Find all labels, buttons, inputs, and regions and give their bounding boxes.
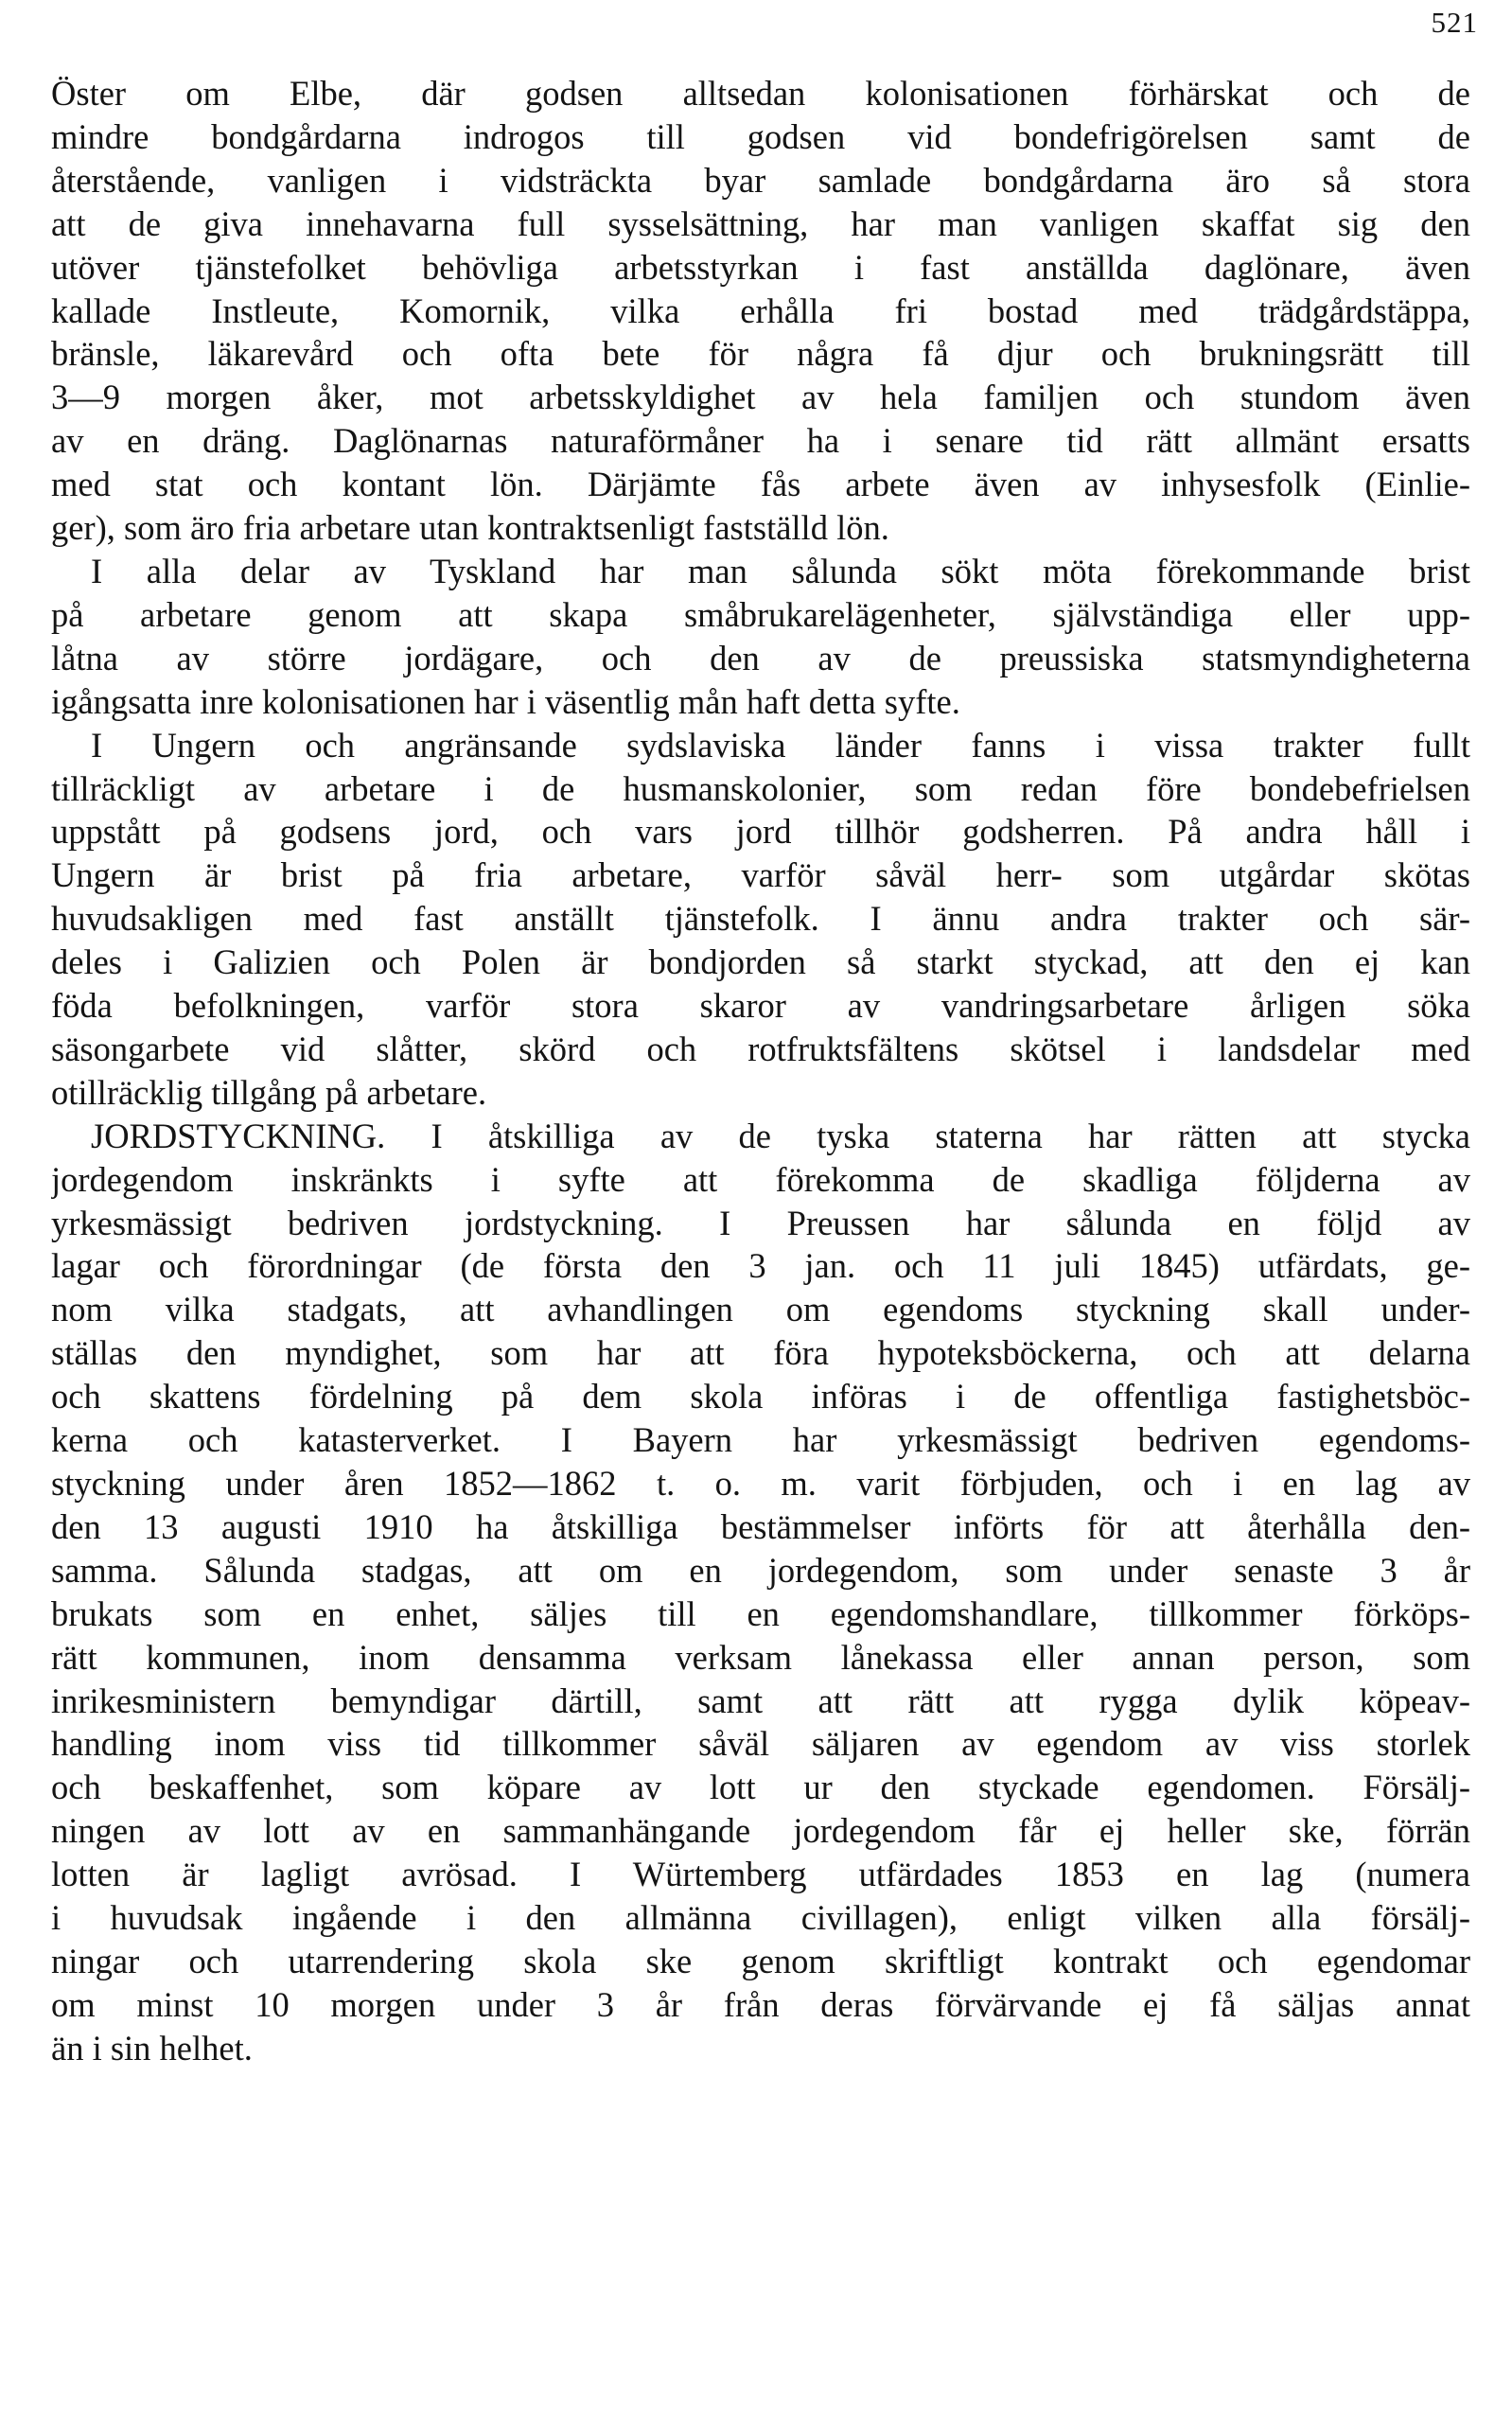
text-line: I alla delar av Tyskland har man sålunda sökt möta förekommande brist	[91, 551, 1470, 590]
text-line: säsongarbete vid slåtter, skörd och rotfruktsfältens skötsel i landsdelar med	[51, 1029, 1470, 1068]
text-line: ningar och utarrendering skola ske genom skriftligt kontrakt och egendomar	[51, 1941, 1470, 1980]
text-line: uppstått på godsens jord, och vars jord tillhör godsherren. På andra håll i	[51, 812, 1470, 852]
text-line: otillräcklig tillgång på arbetare.	[51, 1072, 487, 1112]
text-line: i huvudsak ingående i den allmänna civillagen), enligt vilken alla försälj-	[51, 1898, 1470, 1938]
text-line: deles i Galizien och Polen är bondjorden så starkt styckad, att den ej kan	[51, 942, 1470, 982]
text-line: mindre bondgårdarna indrogos till godsen vid bondefrigörelsen samt de	[51, 116, 1470, 156]
text-line: huvudsakligen med fast anställt tjänstefolk. I ännu andra trakter och sär-	[51, 899, 1470, 939]
text-line: föda befolkningen, varför stora skaror av vandringsarbetare årligen söka	[51, 986, 1470, 1026]
paragraph	[51, 72, 1470, 550]
text-line: låtna av större jordägare, och den av de preussiska statsmyndigheterna	[51, 638, 1470, 678]
text-line: JORDSTYCKNING. I åtskilliga av de tyska staterna har rätten att stycka	[91, 1116, 1470, 1155]
text-line: och skattens fördelning på dem skola införas i de offentliga fastighetsböc-	[51, 1377, 1470, 1417]
text-line: samma. Sålunda stadgas, att om en jordegendom, som under senaste 3 år	[51, 1550, 1470, 1590]
text-line: och beskaffenhet, som köpare av lott ur den styckade egendomen. Försälj-	[51, 1768, 1470, 1807]
text-line: lagar och förordningar (de första den 3 jan. och 11 juli 1845) utfärdats, ge-	[51, 1246, 1470, 1286]
text-line: lotten är lagligt avrösad. I Würtemberg utfärdades 1853 en lag (numera	[51, 1855, 1470, 1894]
text-line: kerna och katasterverket. I Bayern har yrkesmässigt bedriven egendoms-	[51, 1420, 1470, 1460]
paragraph	[51, 724, 1470, 1115]
text-line: än i sin helhet.	[51, 2028, 253, 2068]
text-line: styckning under åren 1852—1862 t. o. m. varit förbjuden, och i en lag av	[51, 1464, 1470, 1503]
text-line: handling inom viss tid tillkommer såväl säljaren av egendom av viss storlek	[51, 1724, 1470, 1764]
text-line: att de giva innehavarna full sysselsättning, har man vanligen skaffat sig den	[51, 203, 1470, 243]
text-line: ger), som äro fria arbetare utan kontraktsenligt fastställd lön.	[51, 508, 889, 548]
text-line: av en dräng. Daglönarnas naturaförmåner ha i senare tid rätt allmänt ersatts	[51, 421, 1470, 461]
text-line: kallade Instleute, Komornik, vilka erhålla fri bostad med trädgårdstäppa,	[51, 290, 1470, 330]
body-text	[51, 72, 1470, 2070]
text-line: på arbetare genom att skapa småbrukarelägenheter, självständiga eller upp-	[51, 594, 1470, 634]
text-line: igångsatta inre kolonisationen har i väsentlig mån haft detta syfte.	[51, 681, 960, 721]
text-line: bränsle, läkarevård och ofta bete för några få djur och brukningsrätt till	[51, 334, 1470, 374]
text-line: inrikesministern bemyndigar därtill, samt att rätt att rygga dylik köpeav-	[51, 1681, 1470, 1720]
text-line: om minst 10 morgen under 3 år från deras förvärvande ej få säljas annat	[51, 1984, 1470, 2024]
text-line: utöver tjänstefolket behövliga arbetsstyrkan i fast anställda daglönare, även	[51, 247, 1470, 287]
paragraph	[51, 550, 1470, 724]
text-line: ningen av lott av en sammanhängande jordegendom får ej heller ske, förrän	[51, 1811, 1470, 1851]
text-line: I Ungern och angränsande sydslaviska länder fanns i vissa trakter fullt	[91, 725, 1470, 765]
text-line: jordegendom inskränkts i syfte att förekomma de skadliga följderna av	[51, 1159, 1470, 1199]
paragraph	[51, 1115, 1470, 2070]
text-line: Öster om Elbe, där godsen alltsedan kolonisationen förhärskat och de	[51, 74, 1470, 113]
text-line: tillräckligt av arbetare i de husmanskolonier, som redan före bondebefrielsen	[51, 768, 1470, 808]
text-line: 3—9 morgen åker, mot arbetsskyldighet av hela familjen och stundom även	[51, 378, 1470, 417]
page-number: 521	[1431, 6, 1478, 39]
text-line: rätt kommunen, inom densamma verksam lånekassa eller annan person, som	[51, 1637, 1470, 1677]
text-line: med stat och kontant lön. Därjämte fås arbete även av inhysesfolk (Einlie-	[51, 465, 1470, 504]
text-line: den 13 augusti 1910 ha åtskilliga bestämmelser införts för att återhålla den-	[51, 1506, 1470, 1546]
text-line: brukats som en enhet, säljes till en egendomshandlare, tillkommer förköps-	[51, 1593, 1470, 1633]
text-line: Ungern är brist på fria arbetare, varför såväl herr- som utgårdar skötas	[51, 855, 1470, 895]
text-line: nom vilka stadgats, att avhandlingen om egendoms styckning skall under-	[51, 1290, 1470, 1329]
text-line: yrkesmässigt bedriven jordstyckning. I Preussen har sålunda en följd av	[51, 1203, 1470, 1242]
text-line: ställas den myndighet, som har att föra hypoteksböckerna, och att delarna	[51, 1333, 1470, 1373]
text-line: återstående, vanligen i vidsträckta byar samlade bondgårdarna äro så stora	[51, 160, 1470, 200]
